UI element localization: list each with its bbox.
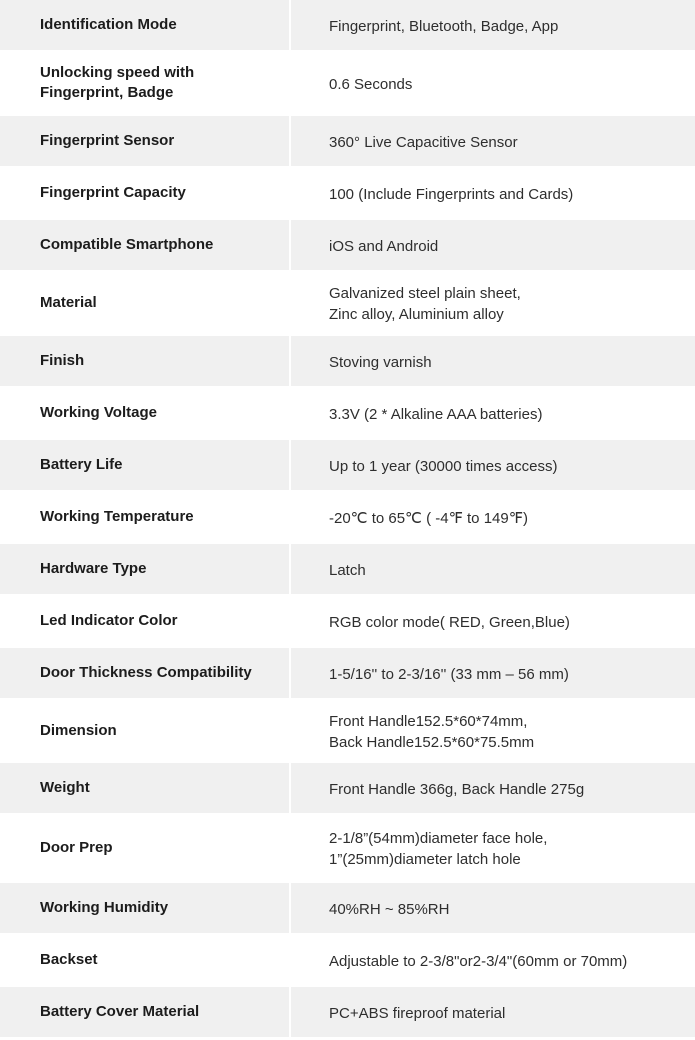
spec-row-battery-life — [0, 440, 695, 490]
spec-value-text: 1-5/16'' to 2-3/16'' (33 mm – 56 mm) — [329, 665, 569, 683]
spec-label-text: Fingerprint, Badge — [40, 84, 174, 101]
spec-value-text: Latch — [329, 561, 366, 579]
spec-label — [0, 52, 289, 114]
spec-label — [0, 700, 289, 761]
spec-value — [291, 116, 695, 166]
spec-label — [0, 596, 289, 646]
spec-row-door-thickness — [0, 648, 695, 698]
spec-label-text: Door Prep — [40, 839, 113, 856]
spec-label-text: Hardware Type — [40, 560, 147, 577]
spec-row-dimension — [0, 700, 695, 761]
spec-label-text: Fingerprint Capacity — [40, 184, 186, 201]
spec-value-text: 100 (Include Fingerprints and Cards) — [329, 185, 574, 203]
spec-label — [0, 272, 289, 334]
spec-label — [0, 648, 289, 698]
spec-row-finish — [0, 336, 695, 386]
spec-label-text: Weight — [40, 779, 90, 796]
spec-label-text: Dimension — [40, 721, 117, 739]
spec-value — [291, 883, 695, 933]
spec-label — [0, 388, 289, 438]
spec-row-door-prep — [0, 815, 695, 881]
spec-value — [291, 596, 695, 646]
spec-value-text: Front Handle152.5*60*74mm, — [329, 712, 528, 730]
spec-value-text: Front Handle 366g, Back Handle 275g — [329, 780, 585, 798]
spec-label-text: Identification Mode — [40, 16, 177, 33]
spec-row-unlocking-speed — [0, 52, 695, 114]
spec-row-led-indicator-color — [0, 596, 695, 646]
spec-label-text: Material — [40, 294, 97, 311]
spec-value-text: iOS and Android — [329, 237, 439, 255]
spec-row-working-temperature — [0, 492, 695, 542]
spec-label — [0, 883, 289, 933]
spec-value — [291, 544, 695, 594]
spec-label-text: Compatible Smartphone — [40, 236, 214, 253]
spec-value-text: 40%RH ~ 85%RH — [329, 900, 450, 918]
spec-row-material — [0, 272, 695, 334]
spec-label — [0, 168, 289, 218]
spec-label-text: Door Thickness Compatibility — [40, 664, 252, 681]
spec-label — [0, 116, 289, 166]
spec-value-text: 3.3V (2 * Alkaline AAA batteries) — [329, 405, 543, 423]
spec-value-text: RGB color mode( RED, Green,Blue) — [329, 613, 570, 631]
spec-value-text: Up to 1 year (30000 times access) — [329, 457, 558, 475]
spec-value-text: Adjustable to 2-3/8"or2-3/4"(60mm or 70mm) — [329, 952, 628, 970]
spec-label — [0, 440, 289, 490]
spec-value — [291, 168, 695, 218]
spec-value-text: Fingerprint, Bluetooth, Badge, App — [329, 17, 559, 35]
spec-label — [0, 935, 289, 985]
spec-label — [0, 544, 289, 594]
spec-value — [291, 52, 695, 114]
spec-label — [0, 336, 289, 386]
spec-row-weight — [0, 763, 695, 813]
spec-label-text: Led Indicator Color — [40, 612, 178, 629]
spec-value-text: 2-1/8”(54mm)diameter face hole, — [329, 830, 548, 847]
spec-row-working-humidity — [0, 883, 695, 933]
spec-value — [291, 388, 695, 438]
spec-label-text: Working Humidity — [40, 899, 169, 916]
spec-label — [0, 220, 289, 270]
spec-value — [291, 763, 695, 813]
spec-value — [291, 492, 695, 542]
spec-value-text: 360° Live Capacitive Sensor — [329, 133, 518, 151]
spec-value-text: -20℃ to 65℃ ( -4℉ to 149℉) — [329, 509, 528, 527]
spec-value — [291, 987, 695, 1037]
spec-value — [291, 336, 695, 386]
spec-label-text: Finish — [40, 352, 85, 369]
spec-label — [0, 0, 289, 50]
spec-value-text: PC+ABS fireproof material — [329, 1004, 506, 1022]
spec-row-fingerprint-sensor — [0, 116, 695, 166]
spec-value — [291, 220, 695, 270]
spec-value — [291, 648, 695, 698]
spec-row-compatible-smartphone — [0, 220, 695, 270]
spec-value — [291, 700, 695, 761]
spec-value — [291, 440, 695, 490]
spec-row-hardware-type — [0, 544, 695, 594]
spec-row-backset — [0, 935, 695, 985]
spec-value — [291, 272, 695, 334]
spec-value — [291, 0, 695, 50]
spec-label-text: Working Voltage — [40, 404, 157, 421]
spec-value-text: 1”(25mm)diameter latch hole — [329, 851, 521, 868]
spec-value-text: Back Handle152.5*60*75.5mm — [329, 733, 535, 751]
spec-label — [0, 763, 289, 813]
spec-value-text: Stoving varnish — [329, 353, 432, 371]
spec-row-fingerprint-capacity — [0, 168, 695, 218]
spec-value-text: 0.6 Seconds — [329, 75, 413, 93]
spec-value-text: Galvanized steel plain sheet, — [329, 285, 521, 302]
spec-row-identification-mode — [0, 0, 695, 50]
spec-value — [291, 815, 695, 881]
spec-label-text: Fingerprint Sensor — [40, 132, 175, 149]
spec-label-text: Working Temperature — [40, 508, 194, 525]
spec-value — [291, 935, 695, 985]
spec-label — [0, 492, 289, 542]
spec-label-text: Unlocking speed with — [40, 64, 195, 81]
spec-label-text: Battery Life — [40, 456, 123, 473]
spec-label-text: Backset — [40, 951, 98, 968]
spec-row-working-voltage — [0, 388, 695, 438]
spec-row-battery-cover-material — [0, 987, 695, 1037]
spec-label — [0, 815, 289, 881]
spec-label-text: Battery Cover Material — [40, 1003, 200, 1020]
spec-value-text: Zinc alloy, Aluminium alloy — [329, 306, 504, 323]
spec-label — [0, 987, 289, 1037]
